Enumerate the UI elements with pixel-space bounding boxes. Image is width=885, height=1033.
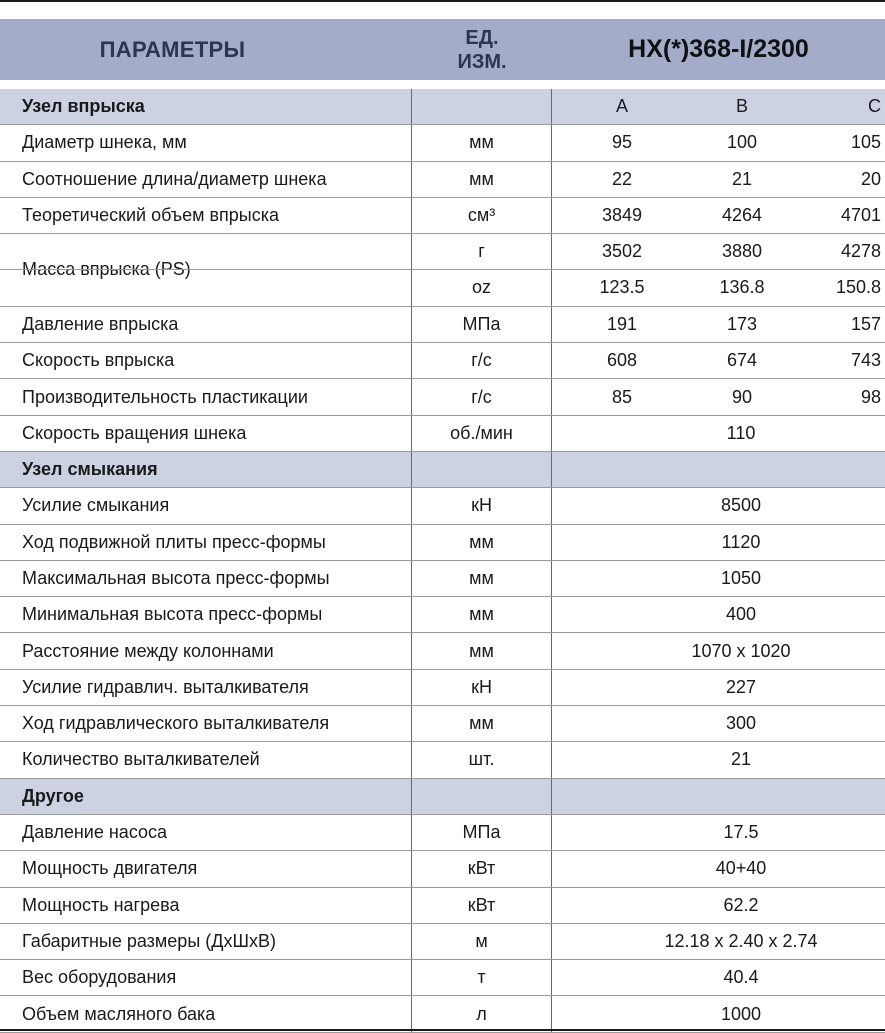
value-cell: 8500: [720, 495, 762, 516]
param-name: Мощность нагрева: [0, 888, 412, 923]
table-row: [0, 525, 885, 561]
value-cell: 1000: [720, 1003, 762, 1024]
table-row: [0, 706, 885, 742]
value-cell: 1050: [720, 568, 762, 588]
value-cell: 21: [730, 749, 752, 770]
table-row: [0, 416, 885, 452]
spec-table: [0, 89, 885, 1033]
param-name: Скорость вращения шнека: [0, 416, 412, 451]
value-cell: 4278: [840, 241, 881, 262]
table-row: [0, 561, 885, 597]
table-row: [0, 633, 885, 669]
unit: oz: [412, 270, 552, 306]
value-cell: 4264: [721, 205, 763, 226]
param-name: Соотношение длина/диаметр шнека: [0, 162, 412, 197]
value-cell: 674: [726, 350, 758, 371]
param-name: Объем масляного бака: [0, 996, 412, 1031]
section-header-row: [0, 779, 885, 815]
value-cell: 3849: [601, 205, 643, 226]
table-row: [0, 815, 885, 851]
value-cell: 40+40: [715, 858, 767, 879]
top-border: [0, 0, 885, 2]
value-cell: 173: [726, 313, 758, 334]
unit: м: [412, 924, 552, 959]
sub-row: [0, 270, 885, 306]
value-cell: 12.18 x 2.40 x 2.74: [664, 930, 818, 951]
table-row: [0, 162, 885, 198]
header-units-line1: ЕД.: [465, 26, 499, 49]
unit: т: [412, 960, 552, 995]
value-cell: 1120: [721, 531, 761, 552]
param-name: Усилие смыкания: [0, 488, 412, 523]
value-cell: 110: [726, 422, 756, 443]
value-cell: 17.5: [723, 822, 759, 843]
section-unit-blank: [412, 779, 552, 814]
table-row: [0, 924, 885, 960]
table-row: [0, 851, 885, 887]
value-cell: 300: [725, 713, 757, 734]
section-title: Узел смыкания: [0, 452, 412, 487]
unit: МПа: [412, 307, 552, 342]
section-title: Узел впрыска: [0, 89, 412, 124]
param-name: Диаметр шнека, мм: [0, 125, 412, 160]
unit: см³: [412, 198, 552, 233]
param-name: Давление насоса: [0, 815, 412, 850]
value-cell: 105: [850, 132, 881, 153]
table-row: [0, 597, 885, 633]
value-cell: 608: [606, 350, 638, 371]
value-cell: 227: [725, 676, 757, 697]
unit: г/с: [412, 343, 552, 378]
value-cell: 4701: [840, 205, 881, 226]
param-name: Производительность пластикации: [0, 379, 412, 414]
value-cell: 743: [850, 350, 881, 371]
section-unit-blank: [412, 89, 552, 124]
value-cell: 20: [860, 168, 881, 189]
column-label: A: [615, 96, 628, 117]
param-name: Расстояние между колоннами: [0, 633, 412, 668]
unit: кН: [412, 488, 552, 523]
value-cell: 40.4: [723, 967, 759, 988]
column-label: C: [868, 96, 881, 117]
value-cell: 100: [726, 132, 758, 153]
section-unit-blank: [412, 452, 552, 487]
value-cell: 3880: [721, 241, 763, 262]
unit: мм: [412, 162, 552, 197]
param-name: Количество выталкивателей: [0, 742, 412, 777]
unit: г: [412, 234, 552, 269]
param-name: Масса впрыска (PS): [0, 234, 412, 306]
section-header-row: [0, 89, 885, 125]
param-name: Габаритные размеры (ДхШхВ): [0, 924, 412, 959]
section-title: Другое: [0, 779, 412, 814]
unit: г/с: [412, 379, 552, 414]
section-value-blank: [552, 452, 885, 487]
sub-row: [0, 234, 885, 270]
value-cell: 400: [725, 604, 757, 625]
value-cell: 90: [731, 386, 753, 407]
table-row: [0, 488, 885, 524]
value-cell: 85: [611, 386, 633, 407]
param-name: Усилие гидравлич. выталкивателя: [0, 670, 412, 705]
unit: мм: [412, 633, 552, 668]
header-model: HX(*)368-I/2300: [628, 35, 809, 63]
unit: мм: [412, 561, 552, 596]
unit: шт.: [412, 742, 552, 777]
param-name: Вес оборудования: [0, 960, 412, 995]
value-cell: 150.8: [835, 277, 881, 298]
unit: мм: [412, 125, 552, 160]
param-name: Скорость впрыска: [0, 343, 412, 378]
value-cell: 157: [850, 313, 881, 334]
param-name: Теоретический объем впрыска: [0, 198, 412, 233]
header-units-line2: ИЗМ.: [457, 50, 507, 73]
table-row: [0, 996, 885, 1032]
param-name: Ход подвижной плиты пресс-формы: [0, 525, 412, 560]
value-cell: 95: [611, 132, 633, 153]
table-row: [0, 234, 885, 307]
value-cell: 191: [606, 313, 638, 334]
unit: кВт: [412, 888, 552, 923]
param-name: Максимальная высота пресс-формы: [0, 561, 412, 596]
table-row: [0, 888, 885, 924]
value-cell: 62.2: [723, 894, 759, 915]
section-value-blank: [552, 779, 885, 814]
value-cell: 22: [611, 168, 633, 189]
unit: кВт: [412, 851, 552, 886]
unit: МПа: [412, 815, 552, 850]
unit: л: [412, 996, 552, 1031]
table-row: [0, 670, 885, 706]
unit: кН: [412, 670, 552, 705]
value-cell: 136.8: [719, 277, 765, 298]
table-row: [0, 343, 885, 379]
param-name: Минимальная высота пресс-формы: [0, 597, 412, 632]
column-label: B: [735, 96, 748, 117]
value-cell: 1070 x 1020: [691, 640, 791, 661]
value-cell: 3502: [601, 241, 643, 262]
param-name: Давление впрыска: [0, 307, 412, 342]
table-row: [0, 379, 885, 415]
header-parameters: ПАРАМЕТРЫ: [99, 36, 246, 62]
table-header: [0, 19, 885, 80]
table-row: [0, 198, 885, 234]
unit: мм: [412, 597, 552, 632]
section-header-row: [0, 452, 885, 488]
param-name: Мощность двигателя: [0, 851, 412, 886]
unit: мм: [412, 706, 552, 741]
unit: об./мин: [412, 416, 552, 451]
value-cell: 123.5: [599, 277, 645, 298]
header-units: [412, 19, 552, 80]
value-cell: 21: [731, 168, 753, 189]
table-row: [0, 960, 885, 996]
param-name: Ход гидравлического выталкивателя: [0, 706, 412, 741]
table-row: [0, 307, 885, 343]
unit: мм: [412, 525, 552, 560]
table-row: [0, 125, 885, 161]
value-cell: 98: [860, 386, 881, 407]
table-row: [0, 742, 885, 778]
